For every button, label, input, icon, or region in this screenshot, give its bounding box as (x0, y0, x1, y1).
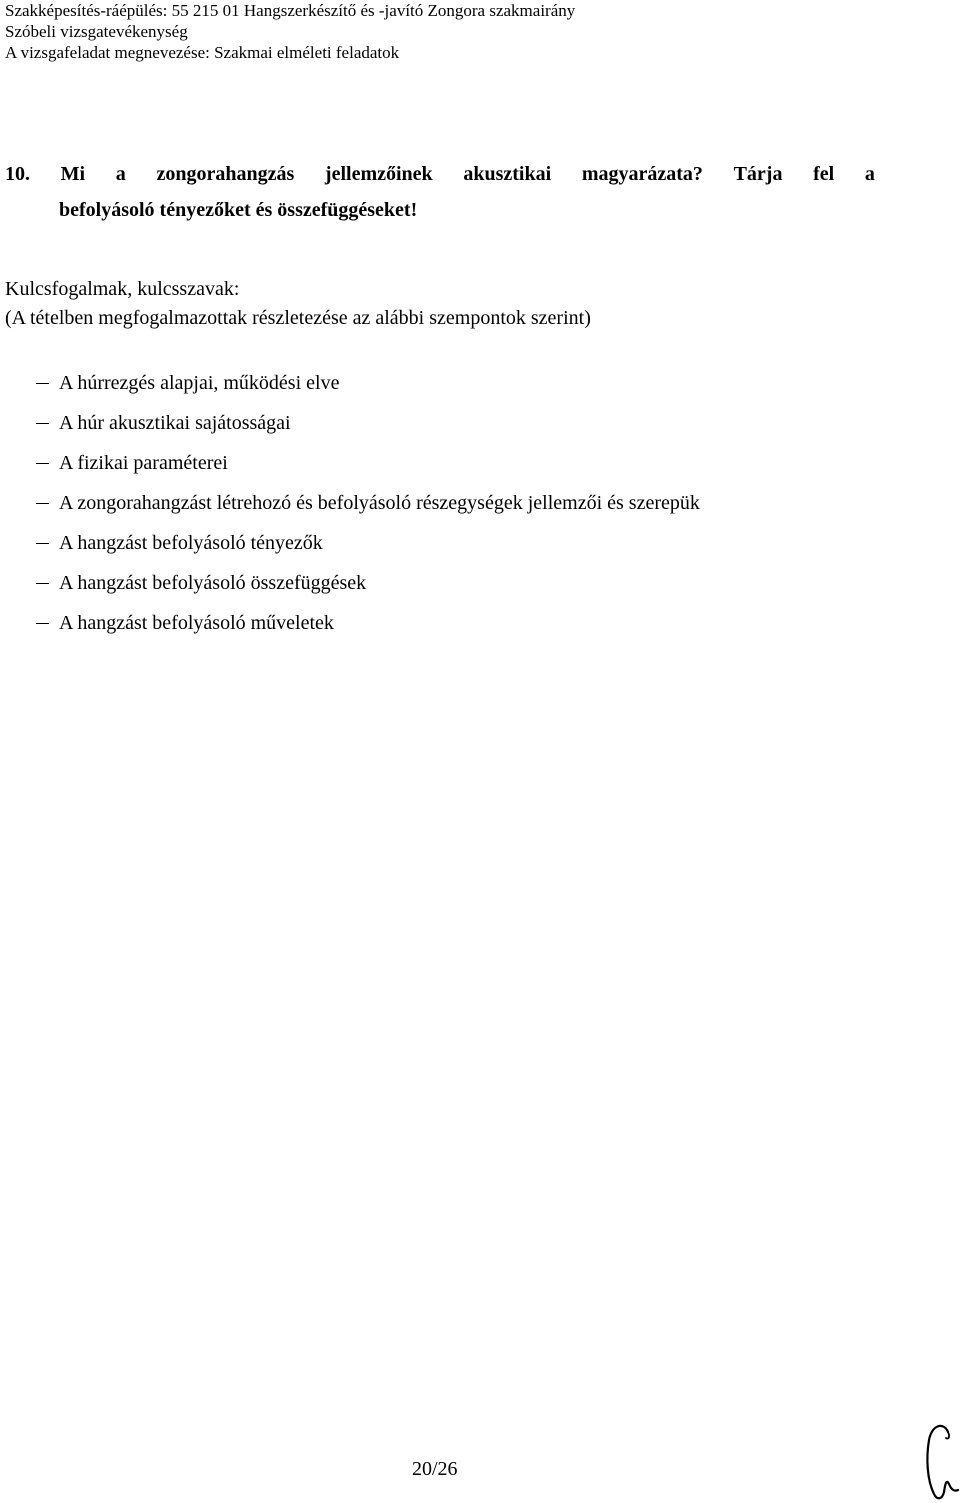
question-word: 10. (5, 163, 30, 185)
question-word: magyarázata? (581, 163, 703, 185)
question-block (5, 156, 875, 228)
question-word: Tárja (733, 163, 783, 185)
question-word: zongorahangzás (156, 163, 295, 185)
dash-bullet-icon (36, 383, 49, 384)
document-header (5, 0, 575, 63)
list-item-text: A fizikai paraméterei (59, 452, 228, 474)
header-qualification: Szakképesítés-ráépülés: 55 215 01 Hangszerkészítő és -javító Zongora szakmairány (5, 1, 576, 20)
handwritten-signature-icon (918, 1418, 960, 1503)
header-task-name: A vizsgafeladat megnevezése: Szakmai elméleti feladatok (5, 43, 400, 62)
list-item-text: A zongorahangzást létrehozó és befolyásoló részegységek jellemzői és szerepük (59, 492, 700, 514)
dash-bullet-icon (36, 503, 49, 504)
dash-bullet-icon (36, 463, 49, 464)
dash-bullet-icon (36, 543, 49, 544)
dash-bullet-icon (36, 583, 49, 584)
list-item-text: A húrrezgés alapjai, működési elve (59, 372, 340, 394)
question-line-1 (5, 156, 875, 192)
question-line-2: befolyásoló tényezőket és összefüggéseket! (59, 199, 418, 221)
list-item-text: A hangzást befolyásoló műveletek (59, 612, 334, 634)
question-word: a (115, 163, 126, 185)
list-item-text: A hangzást befolyásoló tényezők (59, 532, 323, 554)
keywords-title: Kulcsfogalmak, kulcsszavak: (5, 278, 240, 300)
question-word: jellemzőinek (324, 163, 433, 185)
question-word: akusztikai (463, 163, 552, 185)
question-word: Mi (60, 163, 86, 185)
dash-bullet-icon (36, 623, 49, 624)
list-item-text: A hangzást befolyásoló összefüggések (59, 572, 367, 594)
keywords-subtitle: (A tételben megfogalmazottak részletezése az alábbi szempontok szerint) (5, 307, 591, 329)
question-word: a (864, 163, 875, 185)
page-number: 20/26 (412, 1458, 458, 1480)
dash-bullet-icon (36, 423, 49, 424)
list-item-text: A húr akusztikai sajátosságai (59, 412, 291, 434)
question-word: fel (813, 163, 835, 185)
header-exam-type: Szóbeli vizsgatevékenység (5, 22, 188, 41)
